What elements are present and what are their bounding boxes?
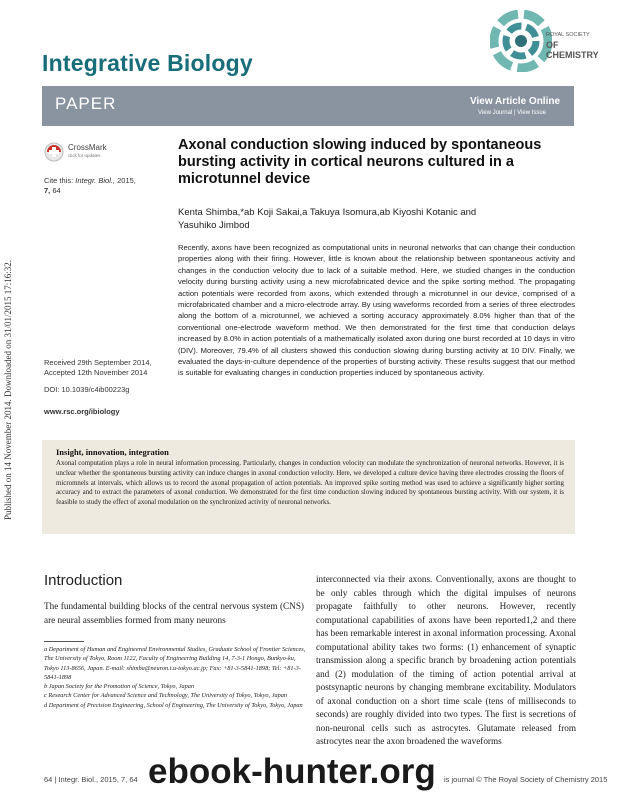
footnote: a Department of Human and Engineered Environmental Studies, Graduate School of Frontier Sciences, The University of Tokyo, Room 1122, Faculty of Engineering Building 14, 7-3-1 Hongo, Bunkyo-ku, Tokyo 113-8656, Japan. E-mail: shimba@neuron.t.u-tokyo.ac.jp; Fax: +81-3-5841-1898; Tel: +81-3-5841-1898 [44,646,306,681]
article-title: Axonal conduction slowing induced by spontaneous bursting activity in cortical neurons cultured in a microtunnel device [178,137,542,187]
rsc-name-line2: OF CHEMISTRY [546,40,599,60]
intro-paragraph-left: The fundamental building blocks of the central nervous system (CNS) are neural assemblies formed from many neurons [44,601,304,625]
footnote-divider [44,641,84,642]
crossmark-icon [44,142,64,162]
authors [178,206,558,232]
cite-journal: Integr. Biol., [75,176,116,185]
publication-date-note: Published on 14 November 2014. Downloaded on 31/01/2015 17:16:32. [3,260,13,520]
authors-line-1: Kenta Shimba,*ab Koji Sakai,a Takuya Isomura,ab Kiyoshi Kotanic and [178,207,477,218]
journal-website-link[interactable]: www.rsc.org/ibiology [44,407,120,416]
accepted-date: Accepted 12th November 2014 [44,368,148,377]
page-footer-citation: 64 | Integr. Biol., 2015, 7, 64 [44,775,138,784]
view-article-online-link[interactable]: View Article Online [470,96,561,107]
insight-heading: Insight, innovation, integration [56,447,169,457]
crossmark-badge[interactable] [44,140,114,164]
footnote: d Department of Precision Engineering, School of Engineering, The University of Tokyo, Tokyo, Japan [44,701,303,709]
cite-page: 64 [52,186,61,195]
cite-label: Cite this: [44,176,74,185]
page-footer-copyright: is journal © The Royal Society of Chemistry 2015 [444,775,608,784]
abstract: Recently, axons have been recognized as computational units in neuronal networks that can change their conduction properties along with their firing. However, little is known about the relationship between spontaneous activity and changes in the conduction velocity due to lack of a suitable method. Here, we studied changes in the conduction velocity during bursting activity using a new microfabricated device and the spike sorting method. The propagating action potentials were recorded from axons, which extended through a microtunnel in our device, comprised of a microfabricated chamber and a micro-electrode array. By using waveforms recorded from a series of three electrodes along the bottom of a microtunnel, we achieved a sorting accuracy approximately 8.0% higher than that of the conventional one-electrode waveform method. We then demonstrated for the first time that conduction delays increased by 8.0% in action potentials of a mathematically isolated axon during one burst recorded at 10 days in vitro (DIV). Moreover, 79.4% of all clusters showed this conduction slowing during bursting activity at 10 DIV. Finally, we evaluated the days-in-culture dependence of the properties of bursting activity. These results suggest that our method is suitable for evaluating changes in conduction properties induced by spontaneous activity. [178,243,575,378]
citation [44,176,136,196]
section-heading-introduction: Introduction [44,572,123,589]
footnote: b Japan Society for the Promotion of Science, Tokyo, Japan [44,683,195,691]
crossmark-label: CrossMark [68,143,107,152]
rsc-name-line1: ROYAL SOCIETY [546,32,590,38]
doi[interactable]: DOI: 10.1039/c4ib00223g [44,385,130,394]
cite-year: 2015, [117,176,136,185]
watermark: ebook-hunter.org [148,752,436,791]
crossmark-sublabel: click for updates [68,153,101,158]
rsc-logo-icon [490,10,552,72]
affiliation-footnotes [44,645,306,710]
intro-paragraph-right: interconnected via their axons. Conventionally, axons are thought to be only cables through which the digital impulses of neurons propagate faithfully to other neurons. However, recently computational capabilities of axons have been reported1,2 and there has been remarkable interest in axonal information processing. Axonal computational ability takes two forms: (1) enhancement of synaptic transmission along a specific branch by broadening action potentials and (2) modulation of the timing of action potential arrival at postsynaptic neurons by changing membrane excitability. Modulators of axonal conduction on a short time scale (tens of milliseconds to seconds) are roughly divided into two types. The first is secretions of non-neuronal cells such as astrocytes. Glutamate released from astrocytes near the axon broadened the waveforms [316,574,576,746]
received-date: Received 29th September 2014, [44,358,152,367]
journal-title: Integrative Biology [42,50,253,76]
insight-text: Axonal computation plays a role in neural information processing. Particularly, changes in conduction velocity can modulate the synchronization of neuronal networks. However, it is unclear whether the spontaneous bursting activity can induce changes in axonal conduction velocity. Here, we developed a culture device having three electrodes crossing the floors of micromnels at intervals, which allows us to record the axonal propagation of action potentials. An improved spike sorting method was used to achieve a significantly higher sorting accuracy and to extract the parameters of axonal conduction. We demonstrated for the first time conduction slowing induced by spontaneous bursting activity. With our system, it is feasible to study the effect of axonal modulation on the synchronized activity of neuronal networks. [56,460,564,507]
authors-line-2: Yasuhiko Jimbod [178,220,250,231]
cite-volume: 7, [44,186,51,195]
footnote: c Research Center for Advanced Science and Technology, The University of Tokyo, Tokyo, Japan [44,692,288,700]
rsc-logo[interactable] [490,10,610,72]
article-type-label: PAPER [55,94,117,113]
view-journal-issue-links[interactable]: View Journal | View Issue [478,110,547,116]
